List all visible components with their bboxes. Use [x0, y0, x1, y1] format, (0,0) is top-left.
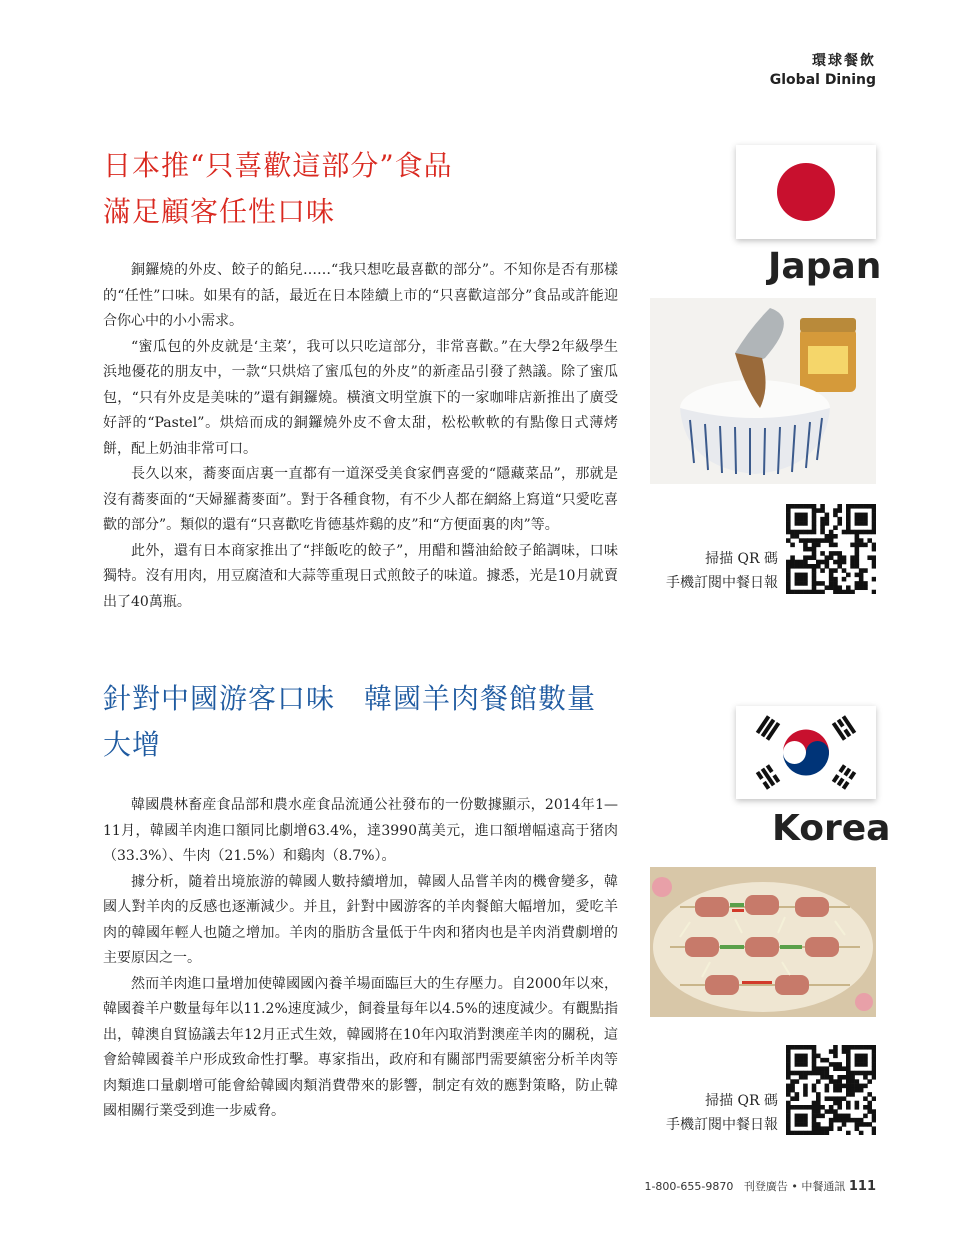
qr-caption-line2: 手機訂閱中餐日報 [666, 1117, 778, 1133]
korea-label: Korea [772, 808, 891, 849]
korea-lamb-rolls-photo [650, 867, 876, 1017]
page-number: 111 [848, 1179, 876, 1194]
section-title-en: Global Dining [769, 72, 876, 88]
footer-phone: 1-800-655-9870 [644, 1180, 734, 1193]
article2-title-line1: 針對中國游客口味 韓國羊肉餐館數量 [103, 682, 597, 715]
qr-caption-line1: 掃描 QR 碼 [705, 1093, 778, 1109]
qr-caption-line1: 掃描 QR 碼 [705, 551, 778, 567]
article2-title [103, 676, 623, 768]
section-title-zh: 環球餐飲 [812, 53, 876, 69]
article1-paragraph: 此外，還有日本商家推出了“拌飯吃的餃子”，用醋和醬油給餃子餡調味，口味獨特。沒有用肉，用豆腐渣和大蒜等重現日式煎餃子的味道。據悉，光是10月就賣出了40萬瓶。 [103, 542, 618, 610]
article2-paragraph: 然而羊肉進口量增加使韓國國內養羊場面臨巨大的生存壓力。自2000年以來，韓國養羊户數量每年以11.2%速度減少，飼養量每年以4.5%的速度減少。有觀點指出，韓澳自貿協議去年12月正式生效，韓國將在10年內取消對澳産羊肉的關税，這會給韓國養羊户形成致命性打擊。專家指出，政府和有關部門需要縝密分析羊肉等肉類進口量劇增可能會給韓國肉類消費帶來的影響，制定有效的應對策略，防止韓國相關行業受到進一步威脅。 [103, 975, 618, 1119]
article2-body [103, 793, 618, 1125]
article1-paragraph: “蜜瓜包的外皮就是‘主菜’，我可以只吃這部分，非常喜歡。”在大學2年級學生浜地優花的朋友中，一款“只烘焙了蜜瓜包的外皮”的新產品引發了熱議。除了蜜瓜包，“只有外皮是美味的”還有銅鑼燒。橫濱文明堂旗下的一家咖啡店新推出了廣受好評的“Pastel”。烘焙而成的銅鑼燒外皮不會太甜，松松軟軟的有點像日式薄烤餅，配上奶油非常可口。 [103, 338, 618, 457]
article2-title-line2: 大增 [103, 728, 162, 761]
qr-caption [666, 547, 778, 595]
article1-paragraph: 長久以來，蕎麥面店裏一直都有一道深受美食家們喜愛的“隱藏菜品”，那就是沒有蕎麥面的“天婦羅蕎麥面”。對于各種食物，有不少人都在網絡上寫道“只愛吃喜歡的部分”。類似的還有“只喜歡吃肯德基炸鷄的皮”和“方便面裏的肉”等。 [103, 466, 618, 533]
article1-title-line1: 日本推“只喜歡這部分”食品 [103, 149, 453, 182]
article1-body [103, 258, 618, 615]
qr-caption [666, 1089, 778, 1137]
article2-paragraph: 韓國農林畜産食品部和農水産食品流通公社發布的一份數據顯示，2014年1—11月，韓國羊肉進口額同比劇增63.4%，達3990萬美元，進口額增幅遠高于猪肉（33.3%）、牛肉（21.5%）和鷄肉（8.7%）。 [103, 797, 618, 864]
korea-flag-icon [736, 706, 876, 799]
qr-code-icon[interactable] [786, 504, 876, 594]
japan-label: Japan [768, 246, 882, 287]
qr-caption-line2: 手機訂閱中餐日報 [666, 575, 778, 591]
footer-text: 刊登廣告 • 中餐通訊 [743, 1180, 846, 1193]
article1-title-line2: 滿足顧客任性口味 [103, 195, 336, 228]
article1-title [103, 143, 563, 235]
article2-paragraph: 據分析，隨着出境旅游的韓國人數持續增加，韓國人品嘗羊肉的機會變多，韓國人對羊肉的反感也逐漸減少。并且，針對中國游客的羊肉餐館大幅增加，愛吃羊肉的韓國年輕人也隨之增加。羊肉的脂肪含量低于牛肉和猪肉也是羊肉消費劇增的主要原因之一。 [103, 873, 618, 966]
section-header [770, 50, 876, 88]
page-footer [644, 1178, 876, 1194]
article1-paragraph: 銅鑼燒的外皮、餃子的餡兒……“我只想吃最喜歡的部分”。不知你是否有那樣的“任性”口味。如果有的話，最近在日本陸續上市的“只喜歡這部分”食品或許能迎合你心中的小小需求。 [103, 262, 618, 329]
qr-code-icon[interactable] [786, 1045, 876, 1135]
japan-rice-photo [650, 298, 876, 484]
japan-flag-icon [736, 145, 876, 239]
